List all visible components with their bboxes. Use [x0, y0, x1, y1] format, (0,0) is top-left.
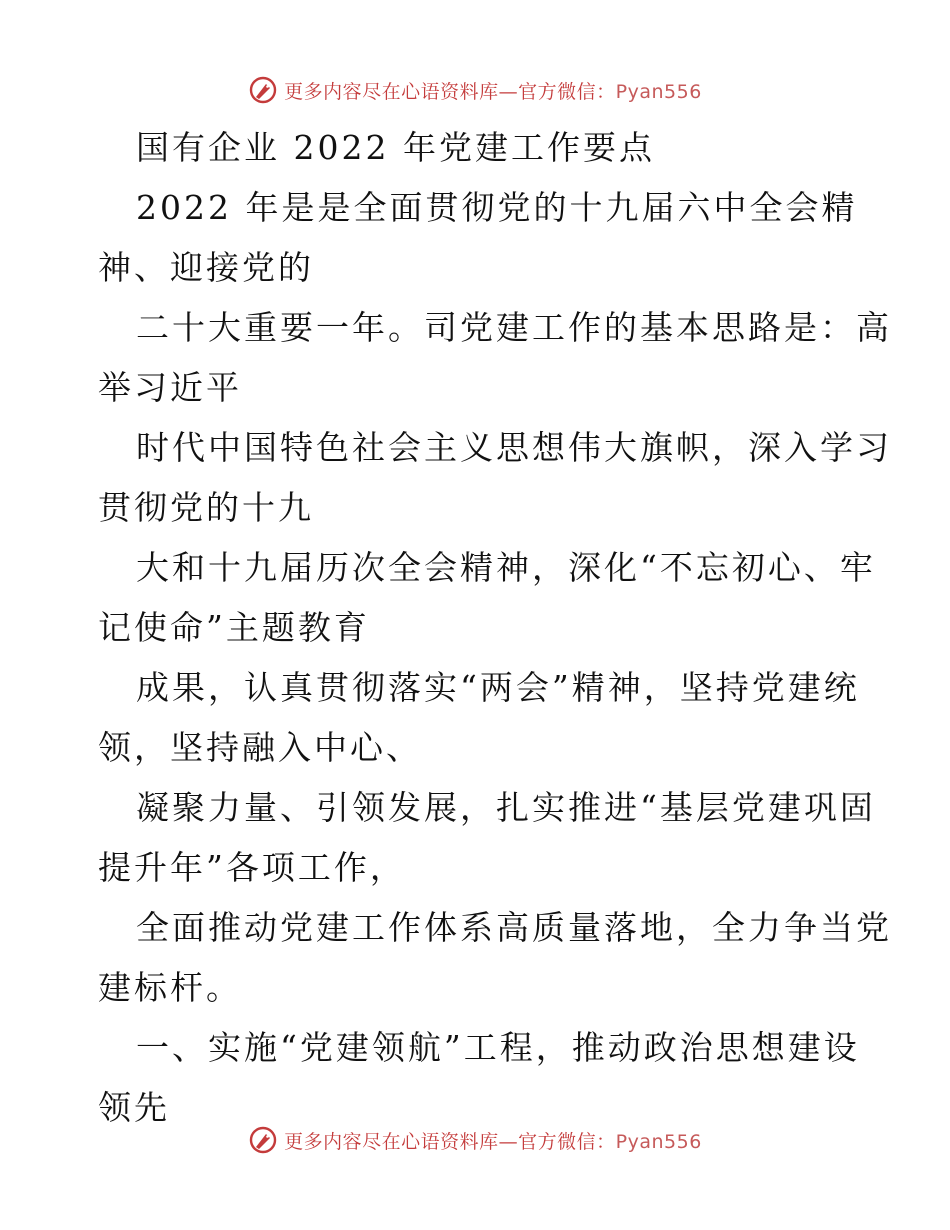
- paragraph-line: 举习近平: [98, 368, 242, 407]
- paragraph-line: 建标杆。: [98, 968, 242, 1007]
- banner-text: 更多内容尽在心语资料库—官方微信：Pyan556: [284, 80, 702, 103]
- pen-nib-logo-icon: [248, 75, 278, 105]
- paragraph-line: 二十大重要一年。司党建工作的基本思路是：高: [136, 308, 892, 347]
- paragraph-line: 时代中国特色社会主义思想伟大旗帜，深入学习: [136, 428, 892, 467]
- paragraph-line: 提升年”各项工作，: [98, 848, 406, 887]
- paragraph-line: 2022 年是是全面贯彻党的十九届六中全会精: [136, 188, 858, 227]
- paragraph-line: 贯彻党的十九: [98, 488, 314, 527]
- wechat-id: Pyan556: [615, 1130, 702, 1153]
- paragraph-line: 领，坚持融入中心、: [98, 728, 422, 767]
- paragraph-line: 成果，认真贯彻落实“两会”精神，坚持党建统: [136, 668, 860, 707]
- header-banner: [0, 70, 950, 110]
- paragraph-line: 神、迎接党的: [98, 248, 314, 287]
- paragraph-line: 记使命”主题教育: [98, 608, 370, 647]
- paragraph-line: 大和十九届历次全会精神，深化“不忘初心、牢: [136, 548, 876, 587]
- paragraph-line: 领先: [98, 1088, 170, 1127]
- document-title: 国有企业 2022 年党建工作要点: [136, 128, 655, 167]
- pen-nib-logo-icon: [248, 1125, 278, 1155]
- banner-text: 更多内容尽在心语资料库—官方微信：Pyan556: [284, 1130, 702, 1153]
- document-body: [98, 118, 892, 1138]
- paragraph-line: 凝聚力量、引领发展，扎实推进“基层党建巩固: [136, 788, 876, 827]
- section-heading: 一、实施“党建领航”工程，推动政治思想建设: [136, 1028, 860, 1067]
- footer-banner: [0, 1120, 950, 1160]
- paragraph-line: 全面推动党建工作体系高质量落地，全力争当党: [136, 908, 892, 947]
- wechat-id: Pyan556: [615, 80, 702, 103]
